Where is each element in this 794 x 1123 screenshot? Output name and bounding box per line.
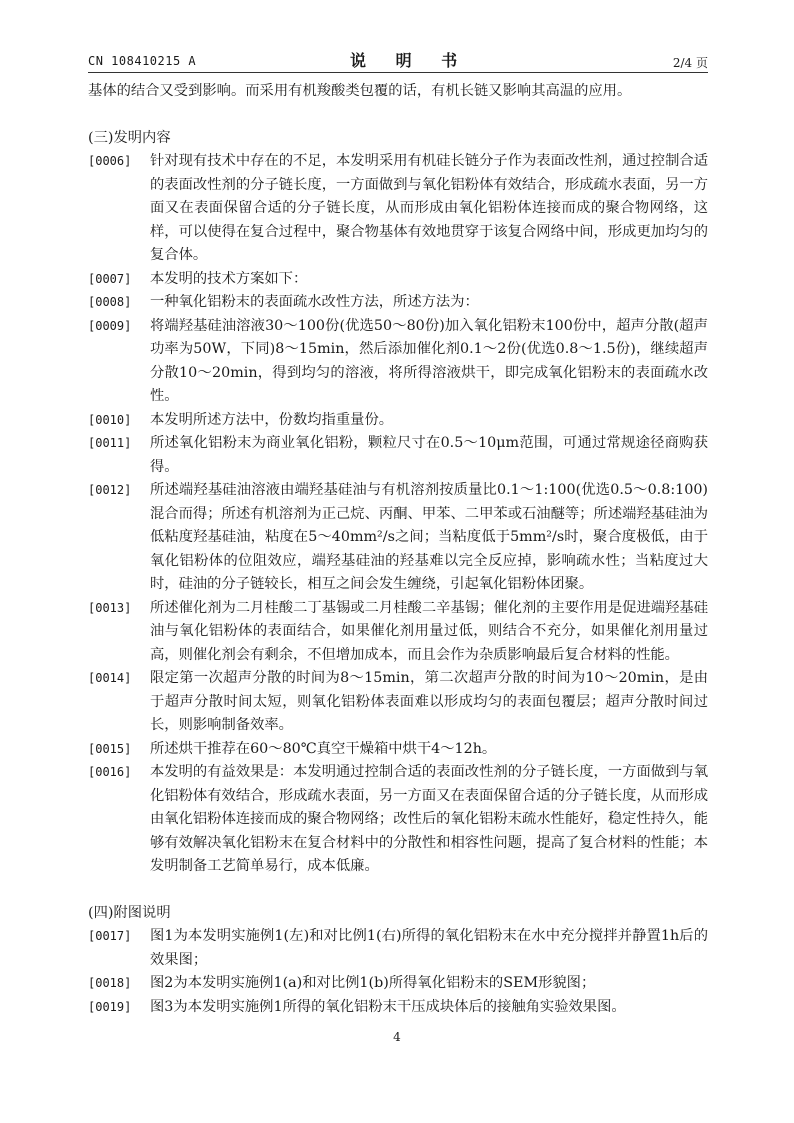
paragraph — [88, 761, 708, 879]
paragraph — [88, 996, 708, 1020]
section-invention-content — [88, 127, 708, 879]
paragraph-list — [88, 925, 708, 1019]
paragraph — [88, 409, 708, 433]
paragraph-text: 所述端羟基硅油溶液由端羟基硅油与有机溶剂按质量比0.1～1:100(优选0.5～0.8:100)混合而得；所述有机溶剂为正己烷、丙酮、甲苯、二甲苯或石油醚等；所述端羟基硅油为低粘度羟基硅油，粘度在5～40mm²/s之间；当粘度低于5mm²/s时，聚合度极低，由于氧化铝粉体的位阻效应，端羟基硅油的羟基难以完全反应掉，影响疏水性；当粘度过大时，硅油的分子链较长，相互之间会发生缠绕，引起氧化铝粉体团聚。 — [150, 482, 708, 592]
paragraph-text: 针对现有技术中存在的不足，本发明采用有机硅长链分子作为表面改性剂，通过控制合适的表面改性剂的分子链长度，一方面做到与氧化铝粉体有效结合，形成疏水表面，另一方面又在表面保留合适的分子链长度，从而形成由氧化铝粉体连接而成的聚合物网络，这样，可以使得在复合过程中，聚合物基体有效地贯穿于该复合网络中间，形成更加均匀的复合体。 — [150, 153, 708, 263]
page-number: 4 — [393, 1030, 401, 1044]
paragraph-text: 所述氧化铝粉末为商业氧化铝粉，颗粒尺寸在0.5～10μm范围，可通过常规途径商购获得。 — [150, 435, 708, 475]
paragraph-number: [0007] — [88, 271, 132, 286]
paragraph-number: [0006] — [88, 154, 132, 168]
paragraph-text: 所述烘干推荐在60～80℃真空干燥箱中烘干4～12h。 — [150, 740, 497, 757]
paragraph-number: [0010] — [88, 412, 132, 427]
paragraph-text: 图3为本发明实施例1所得的氧化铝粉末干压成块体后的接触角实验效果图。 — [150, 998, 626, 1015]
paragraph — [88, 597, 708, 668]
doc-title: 说 明 书 — [350, 51, 470, 70]
paragraph-text: 一种氧化铝粉末的表面疏水改性方法，所述方法为： — [150, 294, 479, 310]
paragraph-number: [0017] — [88, 929, 132, 943]
paragraph — [88, 291, 708, 315]
paragraph — [88, 479, 708, 597]
paragraph-text: 所述催化剂为二月桂酸二丁基锡或二月桂酸二辛基锡；催化剂的主要作用是促进端羟基硅油与氧化铝粉体的表面结合，如果催化剂用量过低，则结合不充分，如果催化剂用量过高，则催化剂会有剩余，不但增加成本，而且会作为杂质影响最后复合材料的性能。 — [150, 599, 708, 663]
paragraph-text: 本发明的技术方案如下： — [150, 270, 308, 287]
paragraph — [88, 667, 708, 738]
section-figure-description — [88, 902, 708, 1020]
section-heading: (四)附图说明 — [88, 904, 171, 921]
paragraph — [88, 972, 708, 996]
intro-text: 基体的结合又受到影响。而采用有机羧酸类包覆的话，有机长链又影响其高温的应用。 — [88, 83, 632, 99]
paragraph-text: 将端羟基硅油溶液30～100份(优选50～80份)加入氧化铝粉末100份中，超声分散(超声功率为50W，下同)8～15min，然后添加催化剂0.1～2份(优选0.8～1.5份)，继续超声分散10～20min，得到均匀的溶液，将所得溶液烘干，即完成氧化铝粉末的表面疏水改性。 — [150, 317, 708, 404]
section-heading: (三)发明内容 — [88, 129, 171, 146]
paragraph-number: [0015] — [88, 741, 132, 756]
paragraph-number: [0009] — [88, 318, 132, 333]
paragraph-number: [0016] — [88, 765, 132, 779]
paragraph-list — [88, 150, 708, 879]
doc-id: CN 108410215 A — [88, 54, 197, 68]
document-body — [88, 80, 708, 1019]
paragraph-number: [0012] — [88, 483, 132, 497]
header-divider — [88, 72, 708, 73]
paragraph-text: 限定第一次超声分散的时间为8～15min，第二次超声分散的时间为10～20min，是由于超声分散时间太短，则氧化铝粉体表面难以形成均匀的表面包覆层；超声分散时间过长，则影响制备效率。 — [150, 670, 708, 733]
paragraph-text: 图2为本发明实施例1(a)和对比例1(b)所得氧化铝粉末的SEM形貌图； — [150, 975, 596, 991]
paragraph-text: 本发明所述方法中，份数均指重量份。 — [150, 411, 394, 428]
paragraph — [88, 738, 708, 762]
paragraph — [88, 150, 708, 268]
paragraph-number: [0008] — [88, 295, 132, 309]
paragraph-number: [0019] — [88, 999, 132, 1014]
paragraph-text: 本发明的有益效果是：本发明通过控制合适的表面改性剂的分子链长度，一方面做到与氧化铝粉体有效结合，形成疏水表面，另一方面又在表面保留合适的分子链长度，从而形成由氧化铝粉体连接而成的聚合物网络；改性后的氧化铝粉末疏水性能好，稳定性持久，能够有效解决氧化铝粉末在复合材料中的分散性和相容性问题，提高了复合材料的性能；本发明制备工艺简单易行，成本低廉。 — [150, 764, 708, 874]
paragraph-number: [0018] — [88, 976, 132, 990]
paragraph-number: [0014] — [88, 671, 132, 685]
paragraph-text: 图1为本发明实施例1(左)和对比例1(右)所得的氧化铝粉末在水中充分搅拌并静置1h后的效果图； — [150, 928, 708, 968]
paragraph — [88, 432, 708, 479]
paragraph — [88, 268, 708, 292]
paragraph — [88, 315, 708, 409]
page-header — [88, 48, 708, 72]
paragraph — [88, 925, 708, 972]
paragraph-number: [0013] — [88, 600, 132, 615]
page-indicator: 2/4 页 — [672, 56, 708, 70]
paragraph-number: [0011] — [88, 436, 132, 450]
